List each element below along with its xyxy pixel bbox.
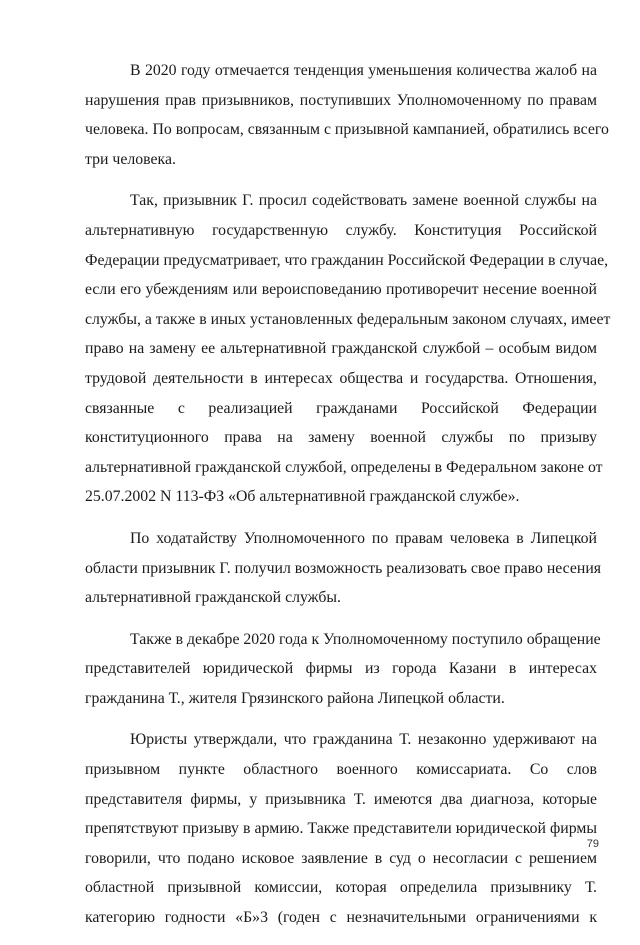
text-line: трудовой деятельности в интересах общества и государства. Отношения, (85, 369, 597, 387)
text-line: препятствуют призыву в армию. Также представители юридической фирмы (85, 820, 597, 838)
page-number: 79 (586, 838, 599, 850)
paragraph-petition-result (85, 524, 602, 613)
document-body (85, 56, 611, 945)
text-line: призывном пункте областного военного комиссариата. Со слов (85, 761, 597, 779)
text-line: если его убеждениям или вероисповеданию противоречит несение военной (85, 281, 597, 299)
text-line: три человека. (85, 150, 176, 168)
text-line: категорию годности «Б»3 (годен с незначительными ограничениями к (85, 909, 597, 927)
text-line: представителя фирмы, у призывника Т. имеются два диагноза, которые (85, 790, 597, 808)
text-line: альтернативной гражданской службой, определены в Федеральном законе от (85, 458, 603, 476)
text-line: областной призывной комиссии, которая определила призывнику Т. (85, 879, 597, 897)
paragraph-december-appeal (85, 625, 601, 714)
text-line: По ходатайству Уполномоченного по правам человека в Липецкой (130, 529, 597, 547)
text-line: области призывник Г. получил возможность реализовать свое право несения (85, 559, 602, 577)
text-line: нарушения прав призывников, поступивших Уполномоченному по правам (85, 91, 597, 109)
text-line: представителей юридической фирмы из города Казани в интересах (85, 660, 597, 678)
paragraph-complaints-trend (85, 56, 609, 174)
text-line: альтернативную государственную службу. Конституция Российской (85, 221, 597, 239)
text-line: 25.07.2002 N 113-ФЗ «Об альтернативной гражданской службе». (85, 488, 520, 506)
text-line: альтернативной гражданской службы. (85, 589, 341, 607)
paragraph-lawyers-claim (85, 725, 597, 932)
text-line: право на замену ее альтернативной гражданской службой – особым видом (85, 340, 597, 358)
text-line: Юристы утверждали, что гражданина Т. незаконно удерживают на (130, 731, 597, 749)
text-line: службы, а также в иных установленных федеральным законом случаях, имеет (85, 310, 611, 328)
text-line: гражданина Т., жителя Грязинского района Липецкой области. (85, 689, 505, 707)
text-line: человека. По вопросам, связанным с призывной кампанией, обратились всего (85, 121, 609, 139)
text-line: конституционного права на замену военной службы по призыву (85, 429, 597, 447)
text-line: В 2020 году отмечается тенденция уменьшения количества жалоб на (130, 62, 597, 79)
text-line: Также в декабре 2020 года к Уполномоченному поступило обращение (130, 630, 601, 648)
text-line: Так, призывник Г. просил содействовать замене военной службы на (130, 192, 597, 210)
paragraph-alternative-service (85, 186, 611, 512)
text-line: связанные с реализацией гражданами Российской Федерации (85, 399, 597, 417)
text-line: говорили, что подано исковое заявление в суд о несогласии с решением (85, 849, 597, 867)
text-line: Федерации предусматривает, что гражданин Российской Федерации в случае, (85, 251, 609, 269)
